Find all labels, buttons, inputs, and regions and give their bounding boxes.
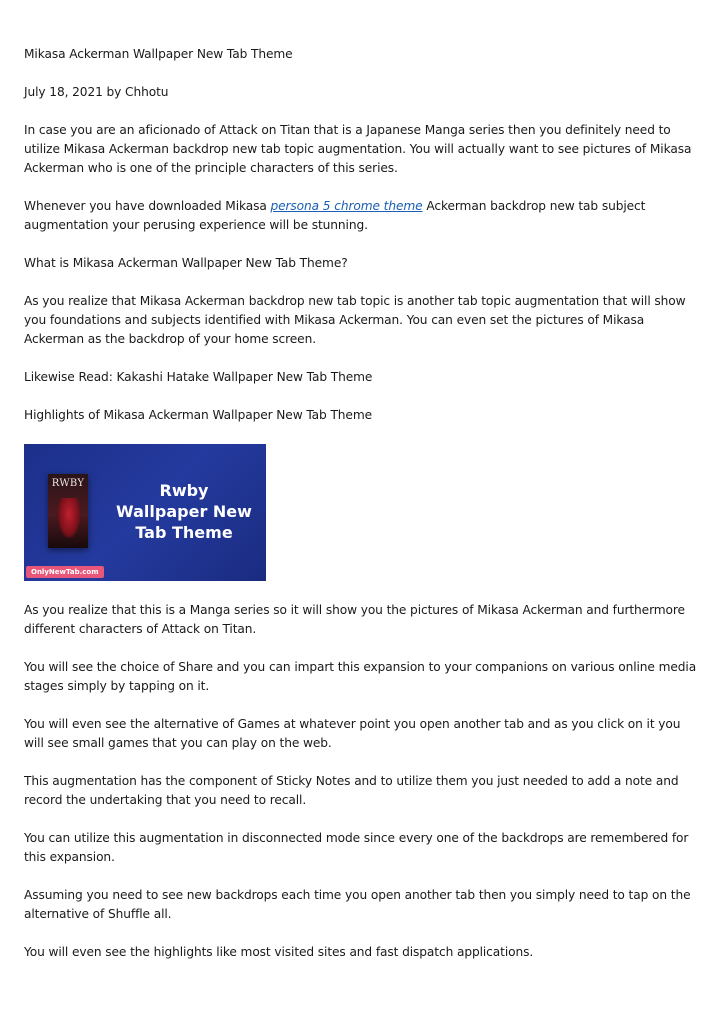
heading-what-is: What is Mikasa Ackerman Wallpaper New Tab Theme?: [24, 256, 348, 270]
paragraph-games: You will even see the alternative of Games at whatever point you open another tab and as you click on it you will see small games that you can play on the web.: [24, 717, 681, 750]
image-title-line-3: Tab Theme: [135, 523, 233, 542]
article: [24, 45, 700, 981]
rwby-poster-image: [48, 474, 88, 548]
paragraph-most-visited: You will even see the highlights like most visited sites and fast dispatch applications.: [24, 945, 534, 959]
paragraph-share: You will see the choice of Share and you can impart this expansion to your companions on various online media stages simply by tapping on it.: [24, 660, 697, 693]
paragraph-sticky-notes: This augmentation has the component of Sticky Notes and to utilize them you just needed to add a note and record the undertaking that you need to recall.: [24, 774, 679, 807]
likewise-read: Likewise Read: Kakashi Hatake Wallpaper New Tab Theme: [24, 370, 373, 384]
heading-highlights: Highlights of Mikasa Ackerman Wallpaper New Tab Theme: [24, 408, 372, 422]
persona-theme-link[interactable]: persona 5 chrome theme: [270, 199, 423, 213]
poster-figure: [58, 498, 80, 538]
article-title: Mikasa Ackerman Wallpaper New Tab Theme: [24, 47, 293, 61]
paragraph-description: As you realize that Mikasa Ackerman backdrop new tab topic is another tab topic augmentation that will show you foundations and subjects identified with Mikasa Ackerman. You can even set the pictures of Mikasa Ackerman as the backdrop of your home screen.: [24, 294, 686, 346]
image-title-line-2: Wallpaper New: [116, 502, 252, 521]
paragraph-shuffle: Assuming you need to see new backdrops each time you open another tab then you simply need to tap on the alternative of Shuffle all.: [24, 888, 691, 921]
paragraph-offline: You can utilize this augmentation in disconnected mode since every one of the backdrops are remembered for this expansion.: [24, 831, 689, 864]
image-title: [104, 480, 264, 543]
rwby-logo: RWBY: [51, 478, 85, 489]
site-badge: OnlyNewTab.com: [26, 566, 104, 578]
paragraph-intro: In case you are an aficionado of Attack on Titan that is a Japanese Manga series then you definitely need to utilize Mikasa Ackerman backdrop new tab topic augmentation. You will actually want to see pictures of Mikasa Ackerman who is one of the principle characters of this series.: [24, 123, 692, 175]
rwby-theme-image: [24, 444, 266, 581]
paragraph-download-text-before: Whenever you have downloaded Mikasa: [24, 199, 271, 213]
paragraph-download-text-after: Ackerman backdrop new tab subject augmentation your perusing experience will be stunning.: [24, 199, 646, 232]
image-title-line-1: Rwby: [159, 481, 209, 500]
paragraph-download: [24, 197, 700, 235]
paragraph-manga: As you realize that this is a Manga series so it will show you the pictures of Mikasa Ackerman and furthermore different characters of Attack on Titan.: [24, 603, 685, 636]
byline: July 18, 2021 by Chhotu: [24, 85, 169, 99]
